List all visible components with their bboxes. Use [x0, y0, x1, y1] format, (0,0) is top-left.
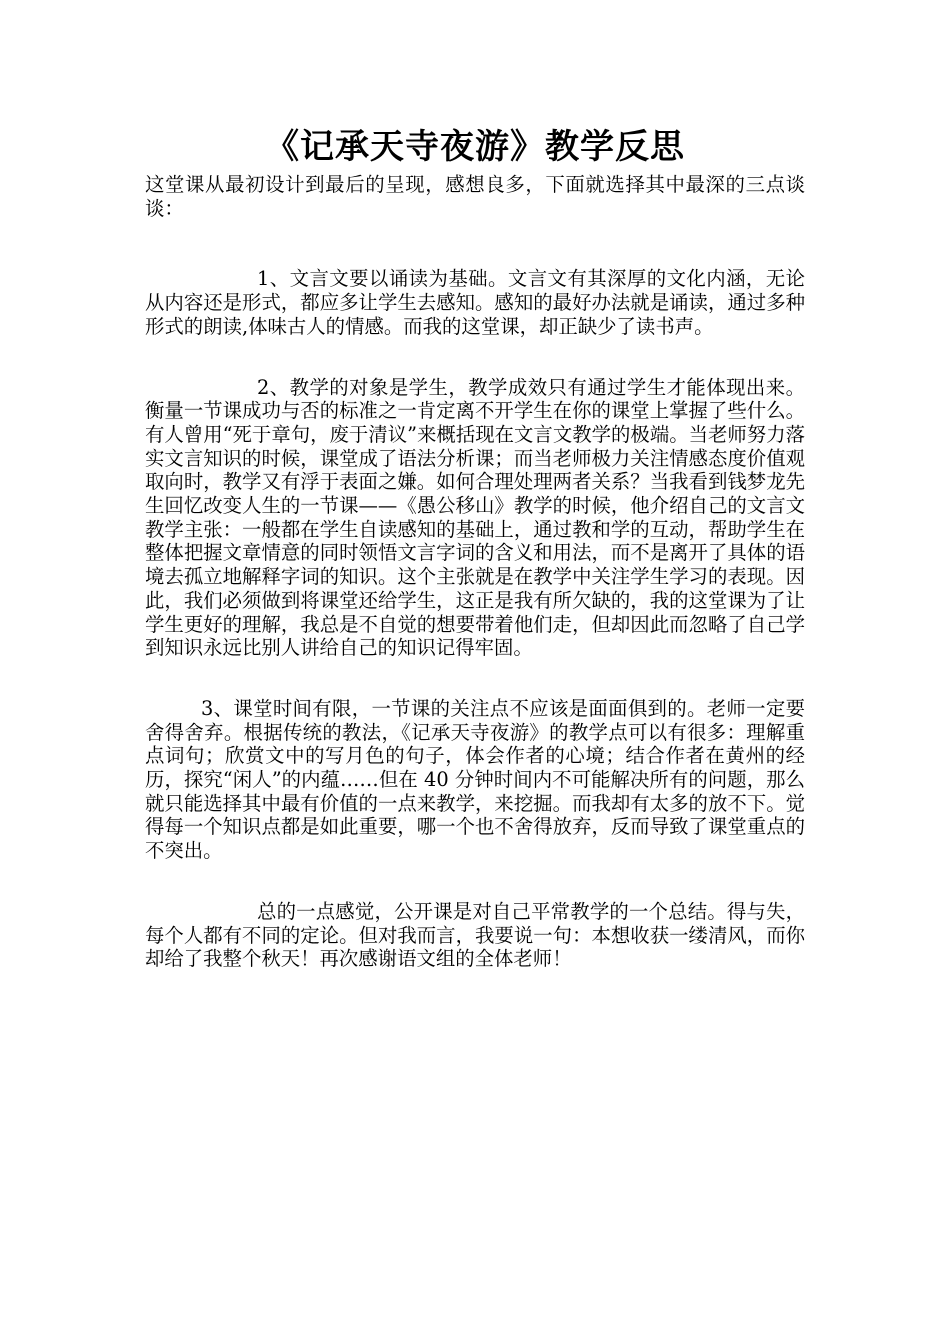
conclusion-paragraph: 总的一点感觉，公开课是对自己平常教学的一个总结。得与失，每个人都有不同的定论。但对我而言，我要说一句：本想收获一缕清风，而你却给了我整个秋天！再次感谢语文组的全体老师！	[145, 899, 805, 971]
point-2-paragraph: 2、教学的对象是学生，教学成效只有通过学生才能体现出来。衡量一节课成功与否的标准之一肯定离不开学生在你的课堂上掌握了些什么。有人曾用“死于章句，废于清议”来概括现在文言文教学的极端。当老师努力落实文言知识的时候，课堂成了语法分析课；而当老师极力关注情感态度价值观取向时，教学又有浮于表面之嫌。如何合理处理两者关系？当我看到钱梦龙先生回忆改变人生的一节课——《愚公移山》教学的时候，他介绍自己的文言文教学主张：一般都在学生自读感知的基础上，通过教和学的互动，帮助学生在整体把握文章情意的同时领悟文言字词的含义和用法，而不是离开了具体的语境去孤立地解释字词的知识。这个主张就是在教学中关注学生学习的表现。因此，我们必须做到将课堂还给学生，这正是我有所欠缺的，我的这堂课为了让学生更好的理解，我总是不自觉的想要带着他们走，但却因此而忽略了自己学到知识永远比别人讲给自己的知识记得牢固。	[145, 375, 805, 660]
document-title: 《记承天寺夜游》教学反思	[265, 127, 685, 167]
document-body	[145, 173, 805, 971]
point-3-paragraph: 3、课堂时间有限，一节课的关注点不应该是面面俱到的。老师一定要舍得舍弃。根据传统的教法，《记承天寺夜游》的教学点可以有很多：理解重点词句；欣赏文中的写月色的句子，体会作者的心境；结合作者在黄州的经历，探究“闲人”的内蕴……但在 40 分钟时间内不可能解决所有的问题，那么就只能选择其中最有价值的一点来教学，来挖掘。而我却有太多的放不下。觉得每一个知识点都是如此重要，哪一个也不舍得放弃，反而导致了课堂重点的不突出。	[145, 696, 805, 863]
intro-paragraph: 这堂课从最初设计到最后的呈现，感想良多，下面就选择其中最深的三点谈谈：	[145, 173, 805, 220]
point-1-paragraph: 1、文言文要以诵读为基础。文言文有其深厚的文化内涵，无论从内容还是形式，都应多让学生去感知。感知的最好办法就是诵读，通过多种形式的朗读,体味古人的情感。而我的这堂课，却正缺少了读书声。	[145, 267, 805, 338]
